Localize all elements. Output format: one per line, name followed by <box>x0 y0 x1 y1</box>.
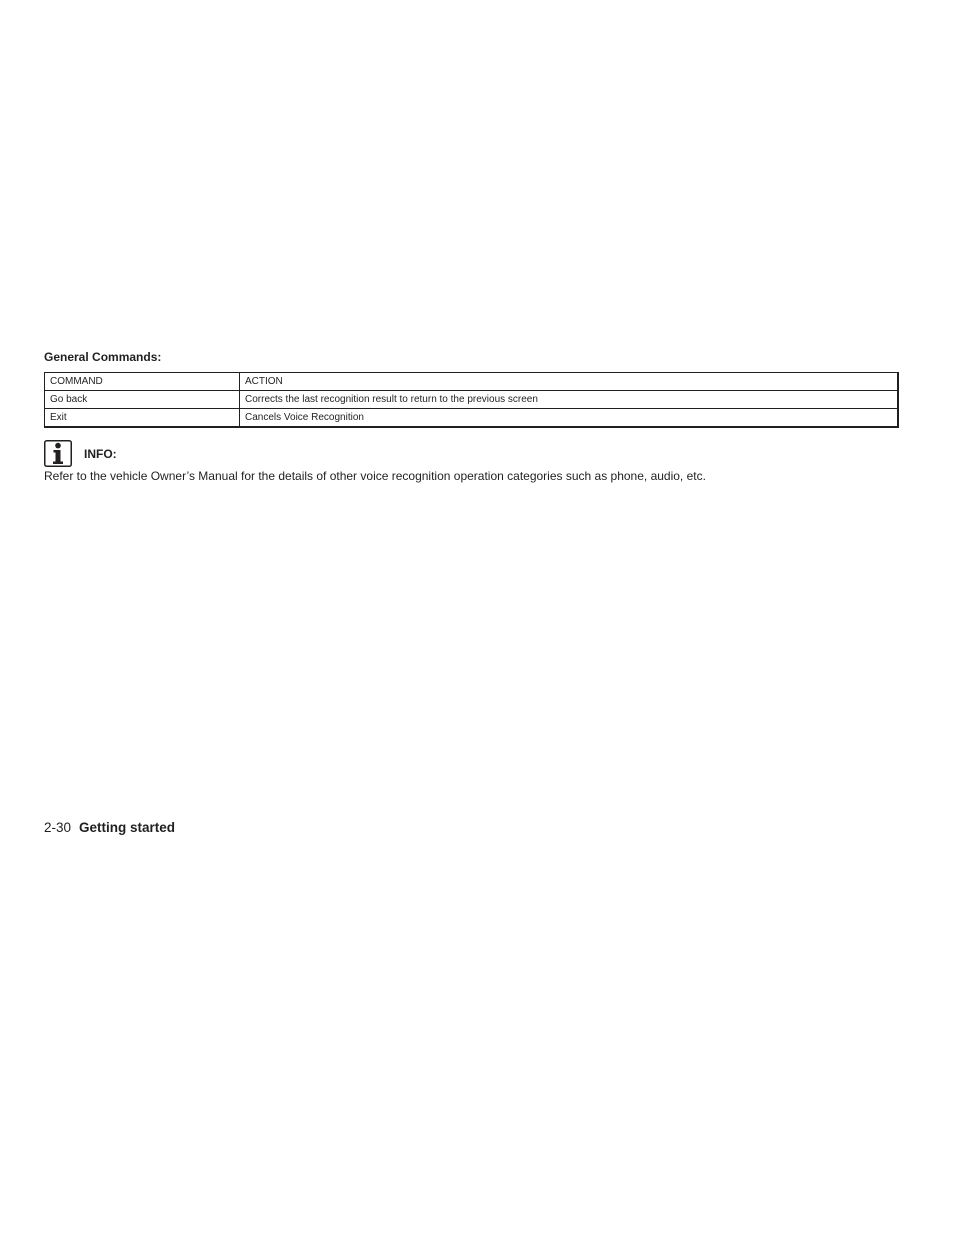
section-heading: General Commands: <box>44 350 162 364</box>
commands-table <box>44 372 899 428</box>
info-title: INFO: <box>84 447 117 461</box>
page-footer <box>44 820 175 835</box>
action-cell: Corrects the last recognition result to return to the previous screen <box>240 391 898 409</box>
command-cell: Go back <box>45 391 240 409</box>
table-header-row <box>45 373 898 391</box>
info-icon <box>44 440 72 467</box>
page-number: 2-30 <box>44 820 72 835</box>
command-cell: Exit <box>45 409 240 428</box>
action-cell: Cancels Voice Recognition <box>240 409 898 428</box>
info-text: Refer to the vehicle Owner’s Manual for the details of other voice recognition operation categories such as phone, audio, etc. <box>44 469 706 483</box>
table-row <box>45 409 898 428</box>
column-header-command: COMMAND <box>45 373 240 391</box>
table-row <box>45 391 898 409</box>
footer-section-name: Getting started <box>79 820 176 835</box>
column-header-action: ACTION <box>240 373 898 391</box>
